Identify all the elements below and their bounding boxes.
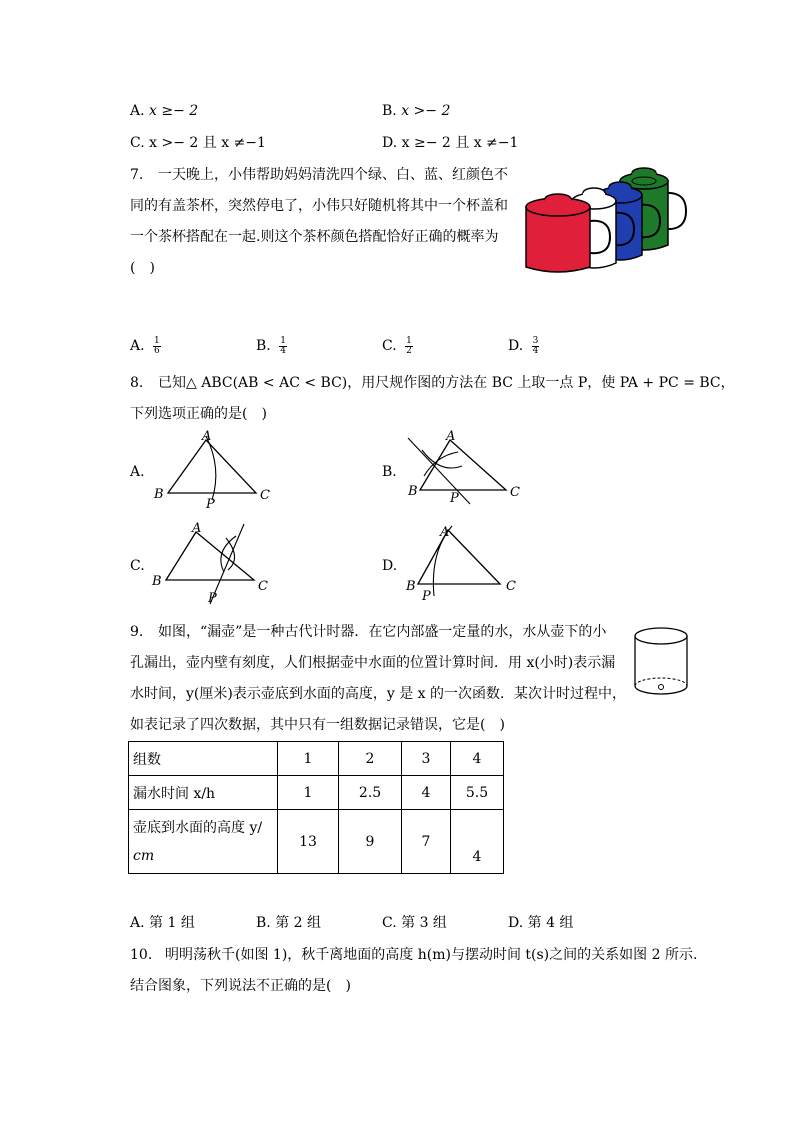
option-text: x ≥− 2 [149, 103, 199, 119]
option-text: 第 3 组 [401, 915, 447, 931]
q6-option-b[interactable] [382, 101, 450, 121]
label-a: A [440, 525, 450, 540]
table-cell: 4 [402, 776, 451, 810]
table-cell: 5.5 [451, 776, 504, 810]
q7-option-a[interactable] [130, 336, 161, 356]
q7-number: 7. [130, 167, 144, 183]
option-text: x ≥− 2 且 x ≠−1 [401, 135, 519, 151]
option-text: 第 1 组 [149, 915, 195, 931]
q10-line-1: 明明荡秋千(如图 1)，秋千离地面的高度 h(m)与摆动时间 t(s)之间的关系如图 2 所示. [165, 947, 698, 963]
q8-figure-d [400, 522, 530, 604]
q8-option-d[interactable]: D. [382, 558, 398, 574]
q9-option-d[interactable] [508, 913, 573, 933]
option-letter: C. [382, 915, 397, 931]
label-c: C [258, 579, 268, 594]
row-label-line-1: 壶底到水面的高度 y/ [133, 819, 263, 836]
q8-figure-a [150, 428, 280, 512]
q9-number: 9. [130, 624, 144, 640]
table-row [129, 742, 504, 776]
teacups-figure [522, 163, 694, 275]
q9-option-c[interactable] [382, 913, 447, 933]
triangle [418, 530, 500, 584]
table-cell: 13 [278, 810, 339, 874]
fraction: $\frac{1}{4}$ [280, 335, 286, 356]
option-text: x >− 2 且 x ≠−1 [149, 135, 266, 151]
q7-line-2: 同的有盖茶杯，突然停电了，小伟只好随机将其中一个杯盖和 [130, 198, 508, 214]
option-text: 第 2 组 [275, 915, 322, 931]
option-letter: A. [130, 915, 145, 931]
label-c: C [260, 488, 270, 503]
q7-option-b[interactable] [256, 336, 287, 356]
label-p: P [450, 491, 459, 506]
option-letter: C. [382, 338, 397, 354]
table-cell: 2.5 [339, 776, 402, 810]
q7-line-4: ( ) [130, 260, 155, 276]
q8-option-a[interactable]: A. [130, 464, 145, 480]
label-c: C [510, 485, 520, 500]
option-letter: D. [508, 915, 524, 931]
fraction: $\frac{3}{4}$ [532, 335, 539, 356]
option-text: x >− 2 [401, 103, 451, 119]
q8-option-c[interactable]: C. [130, 558, 145, 574]
option-text: 第 4 组 [527, 915, 574, 931]
table-cell: 1 [278, 776, 339, 810]
option-letter: B. [256, 915, 271, 931]
q7-line-3: 一个茶杯搭配在一起.则这个茶杯颜色搭配恰好正确的概率为 [130, 229, 499, 245]
table-row [129, 776, 504, 810]
label-a: A [202, 429, 212, 444]
row-label-line-2: cm [133, 847, 155, 864]
water-clock-figure [632, 624, 690, 702]
table-cell: 3 [402, 742, 451, 776]
q9-line-4: 如表记录了四次数据，其中只有一组数据记录错误，它是( ) [130, 717, 505, 733]
option-letter: A. [130, 103, 145, 119]
label-a: A [446, 429, 456, 444]
table-row-label: 组数 [129, 742, 278, 776]
table-cell: 4 [451, 810, 504, 874]
hole-icon [659, 685, 664, 690]
fraction: $\frac{1}{2}$ [406, 335, 412, 356]
option-letter: B. [382, 103, 397, 119]
label-b: B [152, 574, 162, 589]
q8-line-1: 已知△ ABC(AB < AC < BC)，用尺规作图的方法在 BC 上取一点 P，使 PA + PC = BC， [158, 375, 735, 391]
q8-figure-b [400, 428, 530, 508]
option-letter: A. [130, 338, 145, 354]
label-b: B [406, 579, 416, 594]
fraction: $\frac{1}{6}$ [154, 335, 160, 356]
q9-option-a[interactable] [130, 913, 195, 933]
q7-option-c[interactable] [382, 336, 413, 356]
table-cell: 4 [451, 742, 504, 776]
q9-line-3: 水时间，y(厘米)表示壶底到水面的高度，y 是 x 的一次函数．某次计时过程中， [130, 686, 626, 702]
q6-option-c[interactable] [130, 133, 266, 153]
table-row [129, 810, 504, 874]
triangle [166, 532, 254, 580]
label-p: P [206, 497, 215, 512]
q10-line-2: 结合图象，下列说法不正确的是( ) [130, 978, 351, 994]
label-b: B [408, 484, 418, 499]
q8-line-2: 下列选项正确的是( ) [130, 406, 267, 422]
option-letter: D. [508, 338, 524, 354]
table-cell: 7 [402, 810, 451, 874]
q9-line-2: 孔漏出，壶内壁有刻度，人们根据壶中水面的位置计算时间．用 x(小时)表示漏 [130, 655, 616, 671]
table-row-label: 漏水时间 x/h [129, 776, 278, 810]
table-row-label [129, 810, 278, 874]
q9-data-table [128, 741, 504, 874]
q9-line-1: 如图，“漏壶”是一种古代计时器．在它内部盛一定量的水，水从壶下的小 [158, 624, 607, 640]
label-b: B [154, 487, 164, 502]
q7-option-d[interactable] [508, 336, 539, 356]
construction-arc [226, 538, 235, 570]
label-a: A [192, 521, 202, 536]
triangle [168, 440, 256, 493]
table-cell: 2 [339, 742, 402, 776]
q6-option-d[interactable] [382, 133, 518, 153]
option-letter: C. [130, 135, 145, 151]
q8-number: 8. [130, 375, 144, 391]
table-cell: 9 [339, 810, 402, 874]
q8-option-b[interactable]: B. [382, 464, 397, 480]
label-p: P [422, 589, 431, 604]
label-c: C [506, 579, 516, 594]
q9-option-b[interactable] [256, 913, 321, 933]
option-letter: D. [382, 135, 398, 151]
option-letter: B. [256, 338, 271, 354]
q8-figure-c [150, 518, 280, 608]
table-cell: 1 [278, 742, 339, 776]
label-p: P [208, 591, 217, 606]
q7-line-1: 一天晚上，小伟帮助妈妈清洗四个绿、白、蓝、红颜色不 [158, 167, 508, 183]
q10-number: 10. [130, 947, 153, 963]
q6-option-a[interactable] [130, 101, 198, 121]
